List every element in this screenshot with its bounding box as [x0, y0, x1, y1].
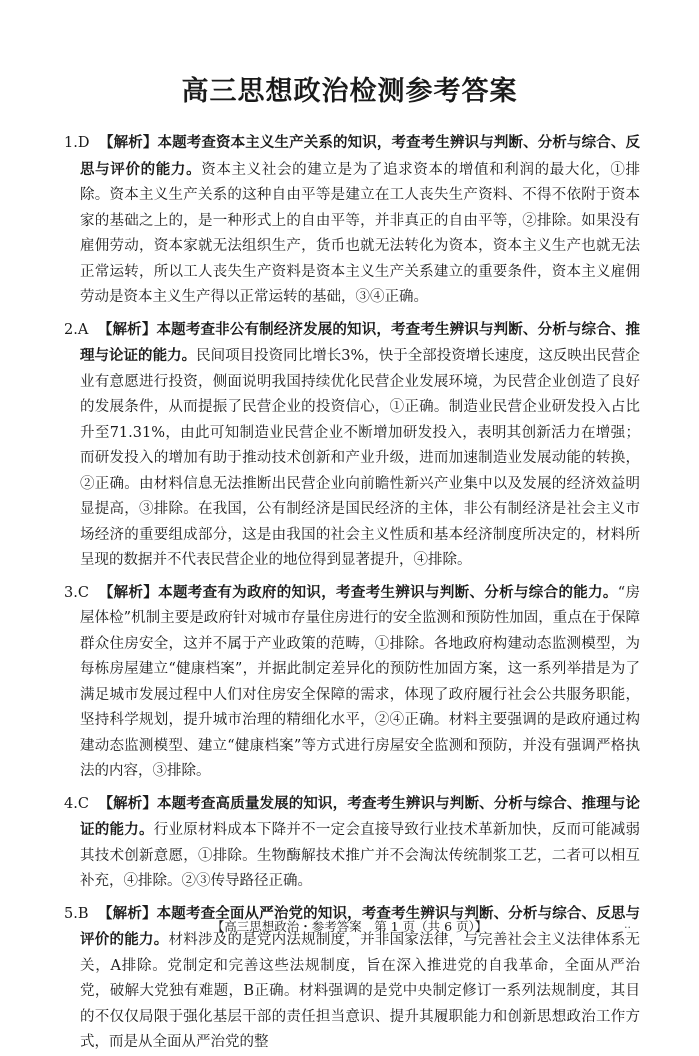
- analysis-tag: 【解析】: [97, 320, 157, 338]
- answer-number: 1.D: [64, 135, 90, 151]
- answer-body: 材料涉及的是党内法规制度，并非国家法律，与完善社会主义法律体系无关，A排除。党制定和完善这些法规制度，旨在深入推进党的自我革命，全面从严治党，破解大党独有难题，B正确。材料强调的是党中央制定修订一系列法规制度，其目的不仅仅局限于强化基层干部的责任担当意识、提升其履职能力和创新思想政治工作方式，而是从全面从严治党的整: [80, 932, 641, 1050]
- analysis-tag: 【解析】: [98, 904, 157, 922]
- answer-item: [64, 580, 640, 785]
- answer-body: “房屋体检”机制主要是政府针对城市存量住房进行的安全监测和预防性加固，重点在于保障群众住房安全，这并不属于产业政策的范畴，①排除。各地政府构建动态监测模型，为每栋房屋建立“健康档案”，并据此制定差异化的预防性加固方案，这一系列举措是为了满足城市发展过程中人们对住房安全保障的需求，体现了政府履行社会公共服务职能，坚持科学规划，提升城市治理的精细化水平，②④正确。材料主要强调的是政府通过构建动态监测模型、建立“健康档案”等方式进行房屋安全监测和预防，并没有强调严格执法的内容，③排除。: [80, 584, 641, 779]
- answer-item: [64, 130, 640, 311]
- answer-item: [64, 317, 640, 574]
- answer-number: 5.B: [64, 905, 89, 922]
- answer-number: 2.A: [64, 321, 89, 338]
- answer-focus: 本题考查高质量发展的知识，考查考生辨识与判断、分析与综合、推理与论证的能力。: [80, 794, 640, 838]
- analysis-tag: 【解析】: [98, 583, 159, 601]
- answer-focus: 本题考查有为政府的知识，考查考生辨识与判断、分析与综合的能力。: [158, 583, 618, 601]
- answer-focus: 本题考查资本主义生产关系的知识，考查考生辨识与判断、分析与综合、反思与评价的能力。: [80, 134, 641, 178]
- answer-list: [64, 130, 640, 1056]
- answer-focus: 本题考查非公有制经济发展的知识，考查考生辨识与判断、分析与综合、推理与论证的能力。: [80, 320, 641, 364]
- answer-body: 资本主义社会的建立是为了追求资本的增值和利润的最大化，①排除。资本主义生产关系的这种自由平等是建立在工人丧失生产资料、不得不依附于资本家的基础之上的，是一种形式上的自由平等，并非真正的自由平等，②排除。如果没有雇佣劳动，资本家就无法组织生产，货币也就无法转化为资本，资本主义生产也就无法正常运转，所以工人丧失生产资料是资本主义生产关系建立的重要条件，资本主义雇佣劳动是资本主义生产得以正常运转的基础，③④正确。: [80, 161, 641, 305]
- page-title: 高三思想政治检测参考答案: [181, 76, 518, 107]
- answer-item: [64, 791, 640, 895]
- analysis-tag: 【解析】: [98, 794, 157, 812]
- answer-number: 4.C: [64, 795, 89, 812]
- answer-focus: 本题考查全面从严治党的知识，考查考生辨识与判断、分析与综合、反思与评价的能力。: [80, 904, 641, 948]
- answer-number: 3.C: [64, 584, 89, 601]
- analysis-tag: 【解析】: [98, 134, 158, 151]
- page-footer: 【高三思想政治・参考答案 第 1 页（共 6 页）】: [211, 919, 488, 934]
- answer-body: 行业原材料成本下降并不一定会直接导致行业技术革新加快，反而可能减弱其技术创新意愿，①排除。生物酶解技术推广并不会淘汰传统制浆工艺，二者可以相互补充，④排除。②③传导路径正确。: [80, 822, 640, 889]
- corner-mark: ..: [624, 918, 631, 931]
- answer-body: 民间项目投资同比增长3%，快于全部投资增长速度，这反映出民营企业有意愿进行投资，侧面说明我国持续优化民营企业发展环境，为民营企业创造了良好的发展条件，从而提振了民营企业的投资信心，①正确。制造业民营企业研发投入占比升至71.31%，由此可知制造业民营企业不断增加研发投入，表明其创新活力在增强；而研发投入的增加有助于推动技术创新和产业升级，进而加速制造业发展动能的转换，②正确。由材料信息无法推断出民营企业向前瞻性新兴产业集中以及发展的经济效益明显提高，③排除。在我国，公有制经济是国民经济的主体，非公有制经济是社会主义市场经济的重要组成部分，这是由我国的社会主义性质和基本经济制度所决定的，材料所呈现的数据并不代表民营企业的地位得到显著提升，④排除。: [80, 348, 640, 568]
